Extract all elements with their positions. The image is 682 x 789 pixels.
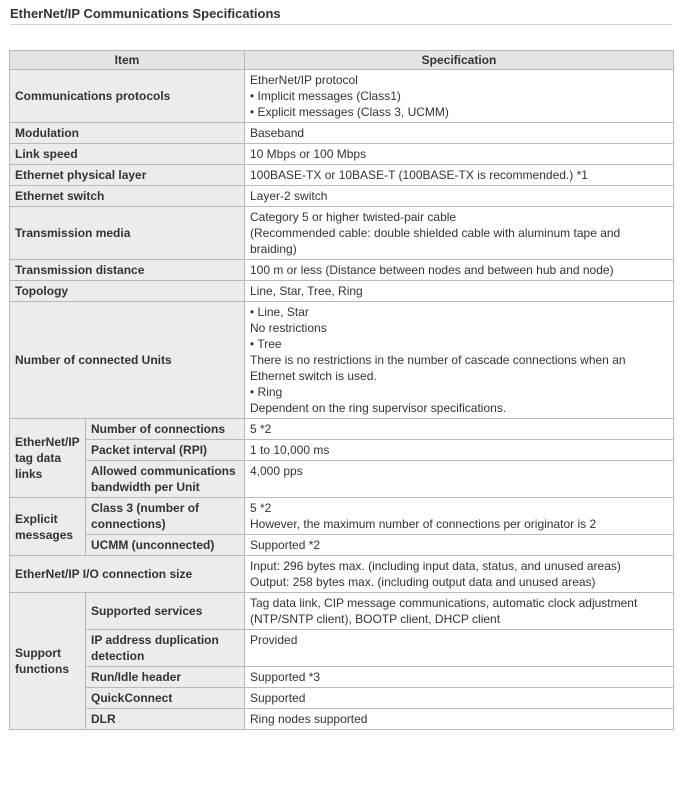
row-value [245, 302, 674, 419]
row-value [245, 556, 674, 593]
row-label: Transmission distance [10, 260, 245, 281]
item-column-header: Item [10, 51, 245, 70]
row-label: UCMM (unconnected) [86, 535, 245, 556]
table-row [10, 667, 674, 688]
value-line: • Line, Star [250, 305, 309, 319]
row-value: 5 *2 [245, 419, 674, 440]
table-row [10, 260, 674, 281]
row-value: Provided [245, 630, 674, 667]
row-value: Supported [245, 688, 674, 709]
value-line: EtherNet/IP protocol [250, 73, 358, 87]
table-row [10, 709, 674, 730]
table-row [10, 535, 674, 556]
row-label: Class 3 (number of connections) [86, 498, 245, 535]
row-value: Baseband [245, 123, 674, 144]
table-row [10, 207, 674, 260]
row-label: DLR [86, 709, 245, 730]
value-line: • Tree [250, 337, 282, 351]
row-value: 4,000 pps [245, 461, 674, 498]
row-label: Topology [10, 281, 245, 302]
table-row [10, 461, 674, 498]
row-value: Supported *2 [245, 535, 674, 556]
row-label: Link speed [10, 144, 245, 165]
row-value: Layer-2 switch [245, 186, 674, 207]
value-line: Category 5 or higher twisted-pair cable [250, 210, 457, 224]
value-line: • Explicit messages (Class 3, UCMM) [250, 105, 449, 119]
row-value: Line, Star, Tree, Ring [245, 281, 674, 302]
table-row [10, 165, 674, 186]
row-value: Supported *3 [245, 667, 674, 688]
table-row [10, 556, 674, 593]
value-line: • Ring [250, 385, 283, 399]
table-row [10, 144, 674, 165]
group-label: Explicit messages [10, 498, 86, 556]
row-label: Number of connected Units [10, 302, 245, 419]
table-row [10, 688, 674, 709]
row-value: 1 to 10,000 ms [245, 440, 674, 461]
row-value: Tag data link, CIP message communications, automatic clock adjustment (NTP/SNTP client), BOOTP client, DHCP client [245, 593, 674, 630]
row-label: Ethernet switch [10, 186, 245, 207]
row-label: Ethernet physical layer [10, 165, 245, 186]
row-label: Allowed communications bandwidth per Unit [86, 461, 245, 498]
spec-column-header: Specification [245, 51, 674, 70]
value-line: Dependent on the ring supervisor specifications. [250, 401, 507, 415]
row-label: Communications protocols [10, 70, 245, 123]
row-value: 100 m or less (Distance between nodes and between hub and node) [245, 260, 674, 281]
table-row [10, 70, 674, 123]
value-line: (Recommended cable: double shielded cable with aluminum tape and braiding) [250, 226, 621, 256]
row-value [245, 498, 674, 535]
value-line: No restrictions [250, 321, 327, 335]
table-row [10, 440, 674, 461]
row-label: Supported services [86, 593, 245, 630]
table-row [10, 302, 674, 419]
value-line: 5 *2 [250, 501, 272, 515]
row-value: Ring nodes supported [245, 709, 674, 730]
row-label: QuickConnect [86, 688, 245, 709]
group-label: EtherNet/IP tag data links [10, 419, 86, 498]
row-value [245, 207, 674, 260]
row-label: IP address duplication detection [86, 630, 245, 667]
row-label: EtherNet/IP I/O connection size [10, 556, 245, 593]
row-label: Run/Idle header [86, 667, 245, 688]
table-row [10, 186, 674, 207]
group-label: Support functions [10, 593, 86, 730]
row-value: 100BASE-TX or 10BASE-T (100BASE-TX is recommended.) *1 [245, 165, 674, 186]
row-label: Packet interval (RPI) [86, 440, 245, 461]
table-row [10, 123, 674, 144]
row-label: Modulation [10, 123, 245, 144]
table-row [10, 498, 674, 535]
row-value [245, 70, 674, 123]
page-title: EtherNet/IP Communications Specifications [10, 6, 281, 21]
value-line: However, the maximum number of connections per originator is 2 [250, 517, 597, 531]
title-divider [10, 24, 672, 25]
table-row [10, 419, 674, 440]
value-line: Output: 258 bytes max. (including output data and unused areas) [250, 575, 596, 589]
row-value: 10 Mbps or 100 Mbps [245, 144, 674, 165]
value-line: • Implicit messages (Class1) [250, 89, 401, 103]
table-row [10, 630, 674, 667]
value-line: Input: 296 bytes max. (including input data, status, and unused areas) [250, 559, 621, 573]
row-label: Transmission media [10, 207, 245, 260]
table-row [10, 281, 674, 302]
spec-table [9, 50, 674, 730]
table-row [10, 593, 674, 630]
table-header-row [10, 51, 674, 70]
value-line: There is no restrictions in the number of cascade connections when an Ethernet switch is used. [250, 353, 626, 383]
row-label: Number of connections [86, 419, 245, 440]
